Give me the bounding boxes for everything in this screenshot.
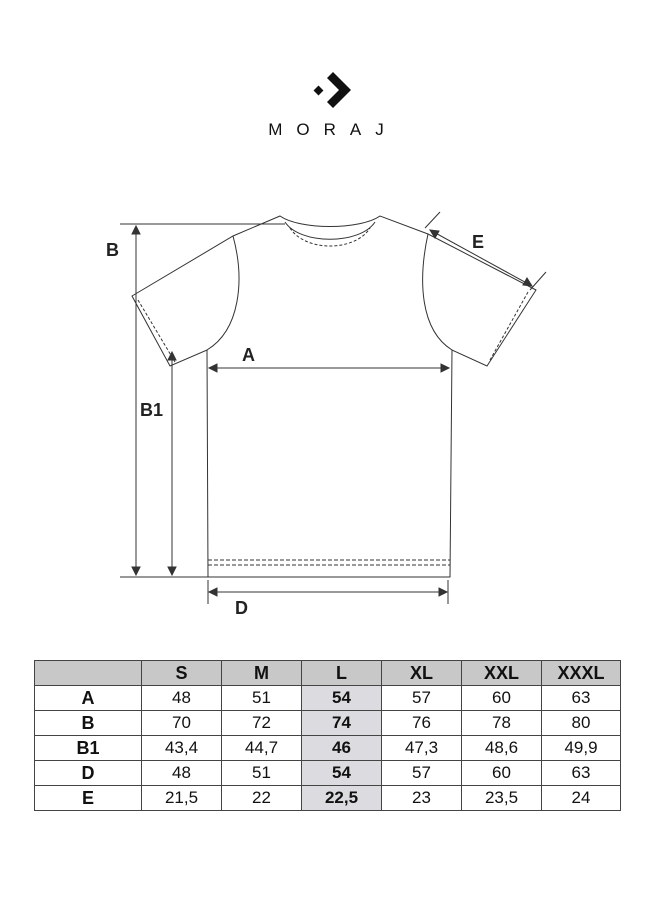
table-cell: 23,5: [462, 786, 542, 811]
size-table: [34, 660, 621, 811]
label-e: E: [472, 232, 485, 252]
table-cell: 24: [542, 786, 621, 811]
table-cell: 22: [222, 786, 302, 811]
header-cell: XL: [382, 661, 462, 686]
table-cell: 72: [222, 711, 302, 736]
tshirt-outline: [132, 216, 536, 577]
label-a: A: [242, 345, 255, 365]
table-cell: 48,6: [462, 736, 542, 761]
table-cell: 80: [542, 711, 621, 736]
table-row: [35, 686, 621, 711]
table-cell: 63: [542, 686, 621, 711]
label-d: D: [235, 598, 248, 618]
table-row: [35, 711, 621, 736]
header-cell: M: [222, 661, 302, 686]
table-row: [35, 786, 621, 811]
table-cell: 74: [302, 711, 382, 736]
table-cell: 48: [142, 686, 222, 711]
header-cell: XXL: [462, 661, 542, 686]
header-cell: XXXL: [542, 661, 621, 686]
table-cell: 23: [382, 786, 462, 811]
header-cell: L: [302, 661, 382, 686]
header-cell: S: [142, 661, 222, 686]
brand-name: MORAJ: [268, 120, 398, 139]
table-cell: 47,3: [382, 736, 462, 761]
table-cell: 46: [302, 736, 382, 761]
table-cell: 21,5: [142, 786, 222, 811]
table-cell: 70: [142, 711, 222, 736]
label-b1: B1: [140, 400, 164, 420]
table-cell: 57: [382, 686, 462, 711]
table-cell: 48: [142, 761, 222, 786]
table-cell: 63: [542, 761, 621, 786]
row-label: A: [35, 686, 142, 711]
table-cell: 49,9: [542, 736, 621, 761]
row-label: E: [35, 786, 142, 811]
table-cell: 54: [302, 686, 382, 711]
table-cell: 51: [222, 686, 302, 711]
table-cell: 43,4: [142, 736, 222, 761]
table-cell: 22,5: [302, 786, 382, 811]
table-cell: 60: [462, 686, 542, 711]
table-cell: 44,7: [222, 736, 302, 761]
row-label: B1: [35, 736, 142, 761]
table-cell: 78: [462, 711, 542, 736]
label-b: B: [106, 240, 119, 260]
table-cell: 76: [382, 711, 462, 736]
brand-logo-icon: [314, 72, 351, 108]
header-cell: [35, 661, 142, 686]
measurement-lines: [120, 212, 546, 604]
table-header-row: [35, 661, 621, 686]
table-cell: 60: [462, 761, 542, 786]
row-label: D: [35, 761, 142, 786]
table-cell: 51: [222, 761, 302, 786]
table-row: [35, 736, 621, 761]
table-cell: 54: [302, 761, 382, 786]
row-label: B: [35, 711, 142, 736]
table-cell: 57: [382, 761, 462, 786]
table-row: [35, 761, 621, 786]
